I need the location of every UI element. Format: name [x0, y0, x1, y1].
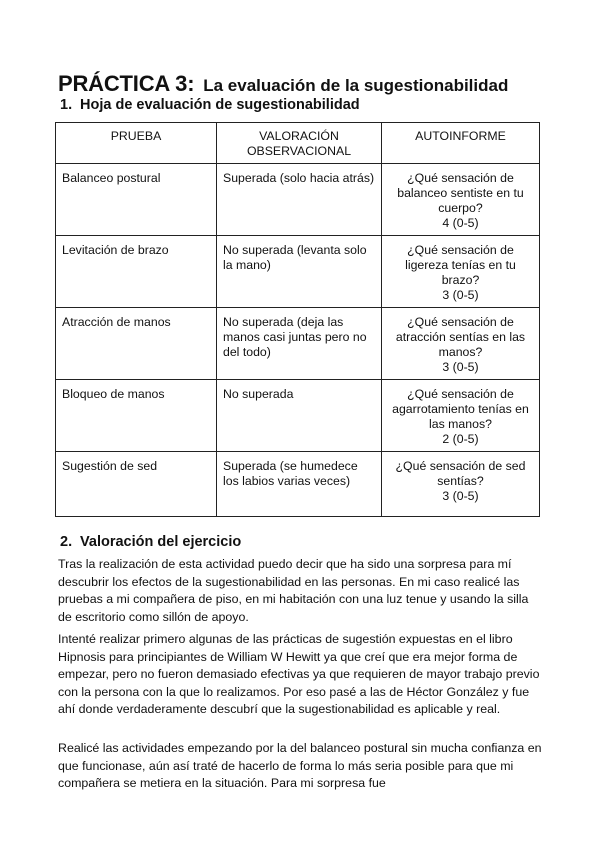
cell-valoracion: No superada (deja las manos casi juntas pero no del todo): [217, 308, 382, 380]
autoinforme-score: 4 (0-5): [442, 216, 479, 230]
body-paragraph: Intenté realizar primero algunas de las prácticas de sugestión expuestas en el libro Hipnosis para principiantes de William W Hewitt ya que creí que era mejor forma de empezar, pero no fueron demasiado efectivas ya que requieren de mayor trabajo previo con la persona con la que lo realizamos. Por eso pasé a las de Héctor González y fue ahí donde verdaderamente descubrí que la sugestionabilidad es aplicable y real.: [58, 632, 540, 716]
evaluation-table: [55, 122, 540, 517]
cell-prueba: Bloqueo de manos: [56, 380, 217, 452]
section-2-title: Valoración del ejercicio: [80, 534, 242, 550]
cell-prueba: Balanceo postural: [56, 164, 217, 236]
header-prueba: PRUEBA: [56, 123, 217, 164]
table-row: [56, 236, 540, 308]
cell-autoinforme: [382, 308, 540, 380]
autoinforme-score: 3 (0-5): [442, 360, 479, 374]
cell-autoinforme: [382, 164, 540, 236]
section-1-heading: [60, 97, 360, 113]
title-prefix: PRÁCTICA 3:: [58, 71, 195, 96]
section-1-title: Hoja de evaluación de sugestionabilidad: [80, 97, 360, 113]
body-paragraph: Tras la realización de esta actividad puedo decir que ha sido una sorpresa para mí descubrir los efectos de la sugestionabilidad en las personas. En mi caso realicé las pruebas a mi compañera de piso, en mi habitación con una luz tenue y usando la silla de escritorio como sillón de apoyo.: [58, 557, 529, 624]
table-row: [56, 164, 540, 236]
cell-autoinforme: [382, 380, 540, 452]
cell-prueba: Sugestión de sed: [56, 452, 217, 517]
cell-autoinforme: [382, 236, 540, 308]
cell-prueba: Atracción de manos: [56, 308, 217, 380]
cell-prueba: Levitación de brazo: [56, 236, 217, 308]
autoinforme-question: ¿Qué sensación de atracción sentías en las manos?: [395, 315, 526, 359]
autoinforme-score: 3 (0-5): [442, 489, 479, 503]
header-valoracion: VALORACIÓN OBSERVACIONAL: [217, 123, 382, 164]
section-2-heading: [60, 534, 241, 550]
table-row: [56, 380, 540, 452]
section-2-number: 2.: [60, 534, 73, 550]
table-row: [56, 308, 540, 380]
header-autoinforme: AUTOINFORME: [382, 123, 540, 164]
autoinforme-score: 3 (0-5): [442, 288, 479, 302]
body-paragraph: Realicé las actividades empezando por la del balanceo postural sin mucha confianza en que funcionase, aún así traté de hacerlo de forma lo más seria posible para que mi compañera se metiera en la situación. Para mi sorpresa fue: [58, 741, 542, 790]
title-text: La evaluación de la sugestionabilidad: [203, 76, 509, 95]
table-row: [56, 452, 540, 517]
cell-valoracion: Superada (se humedece los labios varias veces): [217, 452, 382, 517]
autoinforme-score: 2 (0-5): [442, 432, 479, 446]
cell-valoracion: Superada (solo hacia atrás): [217, 164, 382, 236]
autoinforme-question: ¿Qué sensación de agarrotamiento tenías en las manos?: [392, 387, 529, 431]
autoinforme-question: ¿Qué sensación de ligereza tenías en tu brazo?: [405, 243, 516, 287]
cell-autoinforme: [382, 452, 540, 517]
cell-valoracion: No superada: [217, 380, 382, 452]
table-header-row: [56, 123, 540, 164]
autoinforme-question: ¿Qué sensación de sed sentías?: [395, 459, 526, 488]
section-1-number: 1.: [60, 97, 73, 113]
autoinforme-question: ¿Qué sensación de balanceo sentiste en tu cuerpo?: [397, 171, 524, 215]
cell-valoracion: No superada (levanta solo la mano): [217, 236, 382, 308]
page-title: [58, 62, 508, 99]
